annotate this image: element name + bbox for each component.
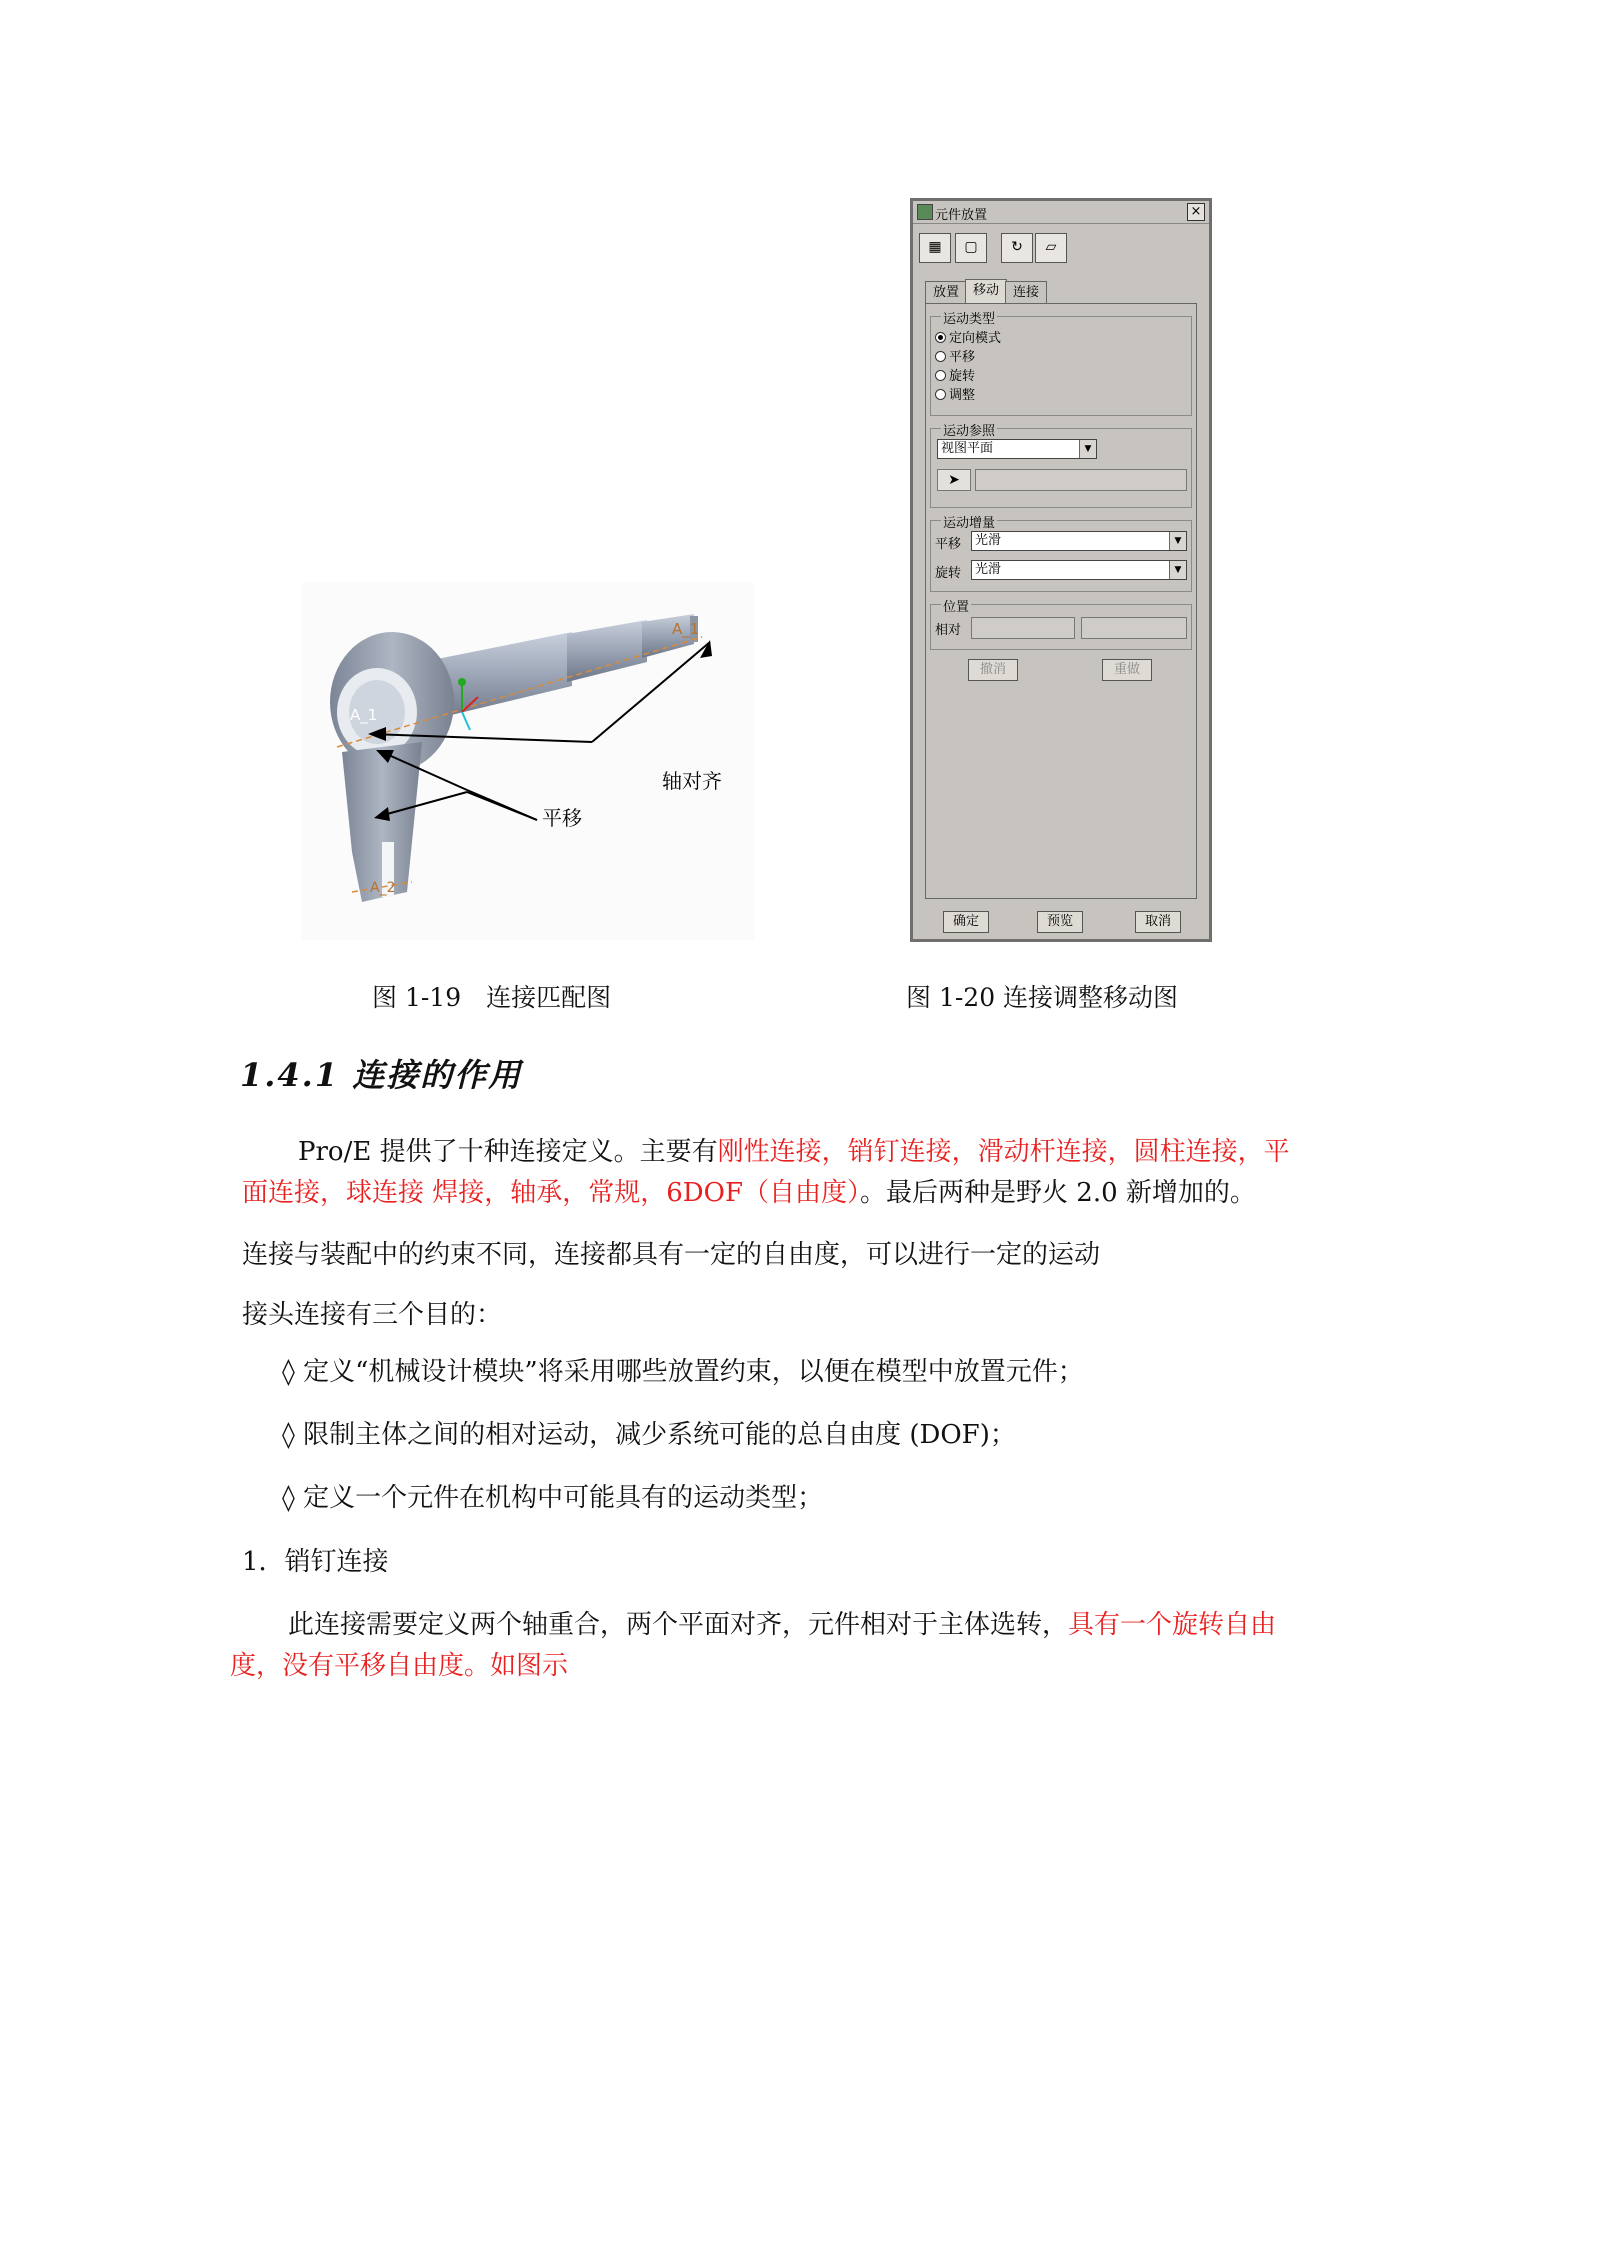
relative-field-2[interactable] <box>1081 617 1187 639</box>
bullet-3: ◊ 定义一个元件在机构中可能具有的运动类型； <box>282 1483 824 1513</box>
paragraph-1-line-1 <box>298 1132 1290 1172</box>
relative-field-1[interactable] <box>971 617 1075 639</box>
radio-translate[interactable]: 平移 <box>935 346 975 365</box>
label-a1-top: A_1 <box>672 620 700 638</box>
tab-move[interactable]: 移动 <box>965 279 1007 305</box>
figure-19-caption: 图 1-19 连接匹配图 <box>372 983 612 1012</box>
redo-button[interactable]: 重做 <box>1102 659 1152 681</box>
motion-increment-title: 运动增量 <box>941 512 997 531</box>
label-a1-mid: A_1 <box>350 706 378 724</box>
label-translate: 平移 <box>542 806 582 830</box>
motion-increment-group <box>930 516 1192 592</box>
component-placement-dialog <box>910 198 1212 942</box>
p1-text: Pro/E 提供了十种连接定义。主要有 <box>298 1137 718 1167</box>
label-a2: A_2 <box>370 880 396 896</box>
p4-highlight-1: 具有一个旋转自由 <box>1068 1610 1277 1640</box>
rotate-increment-select[interactable]: 光滑 ▼ <box>971 560 1187 580</box>
separate-window-icon[interactable]: ▢ <box>955 233 987 263</box>
translate-label: 平移 <box>935 537 962 552</box>
pick-icon[interactable]: ↻ <box>1001 233 1033 263</box>
bullet-2: ◊ 限制主体之间的相对运动，减少系统可能的总自由度 (DOF)； <box>282 1420 1016 1450</box>
motion-reference-select[interactable]: 视图平面 ▼ <box>937 439 1097 459</box>
ok-button[interactable]: 确定 <box>943 911 989 933</box>
p1-text-end: 。最后两种是野火 2.0 新增加的。 <box>860 1178 1256 1208</box>
cancel-button[interactable]: 取消 <box>1135 911 1181 933</box>
paragraph-1-line-2 <box>242 1173 1256 1213</box>
paragraph-3: 接头连接有三个目的： <box>242 1300 503 1330</box>
show-component-icon[interactable]: ▦ <box>919 233 951 263</box>
dialog-title: 元件放置 <box>935 208 988 223</box>
radio-orient-mode[interactable]: 定向模式 <box>935 327 1001 346</box>
p4-text: 此连接需要定义两个轴重合，两个平面对齐，元件相对于主体选转， <box>288 1610 1069 1640</box>
position-title: 位置 <box>941 596 971 615</box>
tab-connect[interactable]: 连接 <box>1005 281 1047 304</box>
undo-button[interactable]: 撤消 <box>968 659 1018 681</box>
p1-highlight-2: 面连接，球连接 焊接，轴承，常规，6DOF（自由度） <box>242 1178 861 1208</box>
numbered-item-1: 1．销钉连接 <box>242 1547 389 1577</box>
move-tab-panel <box>925 303 1197 899</box>
label-axis-align: 轴对齐 <box>662 769 722 793</box>
section-heading: 1.4.1 连接的作用 <box>240 1056 523 1094</box>
motion-type-title: 运动类型 <box>941 308 997 327</box>
select-arrow-icon[interactable]: ➤ <box>937 469 971 491</box>
dialog-titlebar[interactable] <box>913 201 1209 224</box>
motion-reference-title: 运动参照 <box>941 420 997 439</box>
p1-highlight-1: 刚性连接，销钉连接，滑动杆连接，圆柱连接，平 <box>717 1137 1290 1167</box>
preview-button[interactable]: 预览 <box>1037 911 1083 933</box>
figure-19-image <box>302 582 754 940</box>
close-button[interactable]: × <box>1187 203 1205 221</box>
translate-increment-select[interactable]: 光滑 ▼ <box>971 531 1187 551</box>
reference-field[interactable] <box>975 469 1187 491</box>
app-icon <box>917 204 933 220</box>
radio-adjust[interactable]: 调整 <box>935 384 975 403</box>
paragraph-4-line-1 <box>288 1605 1276 1645</box>
rotate-label: 旋转 <box>935 566 962 581</box>
relative-label: 相对 <box>935 623 962 638</box>
open-folder-icon[interactable]: ▱ <box>1035 233 1067 263</box>
motion-type-group <box>930 312 1192 416</box>
radio-rotate[interactable]: 旋转 <box>935 365 975 384</box>
connection-match-illustration <box>302 582 754 940</box>
tab-placement[interactable]: 放置 <box>925 281 967 304</box>
figure-20-caption: 图 1-20 连接调整移动图 <box>906 983 1179 1012</box>
bullet-1: ◊ 定义“机械设计模块”将采用哪些放置约束，以便在模型中放置元件； <box>282 1357 1084 1387</box>
position-group <box>930 600 1192 650</box>
motion-reference-group <box>930 424 1192 508</box>
paragraph-4-line-2: 度，没有平移自由度。如图示 <box>230 1651 569 1681</box>
paragraph-2: 连接与装配中的约束不同，连接都具有一定的自由度，可以进行一定的运动 <box>242 1240 1101 1270</box>
